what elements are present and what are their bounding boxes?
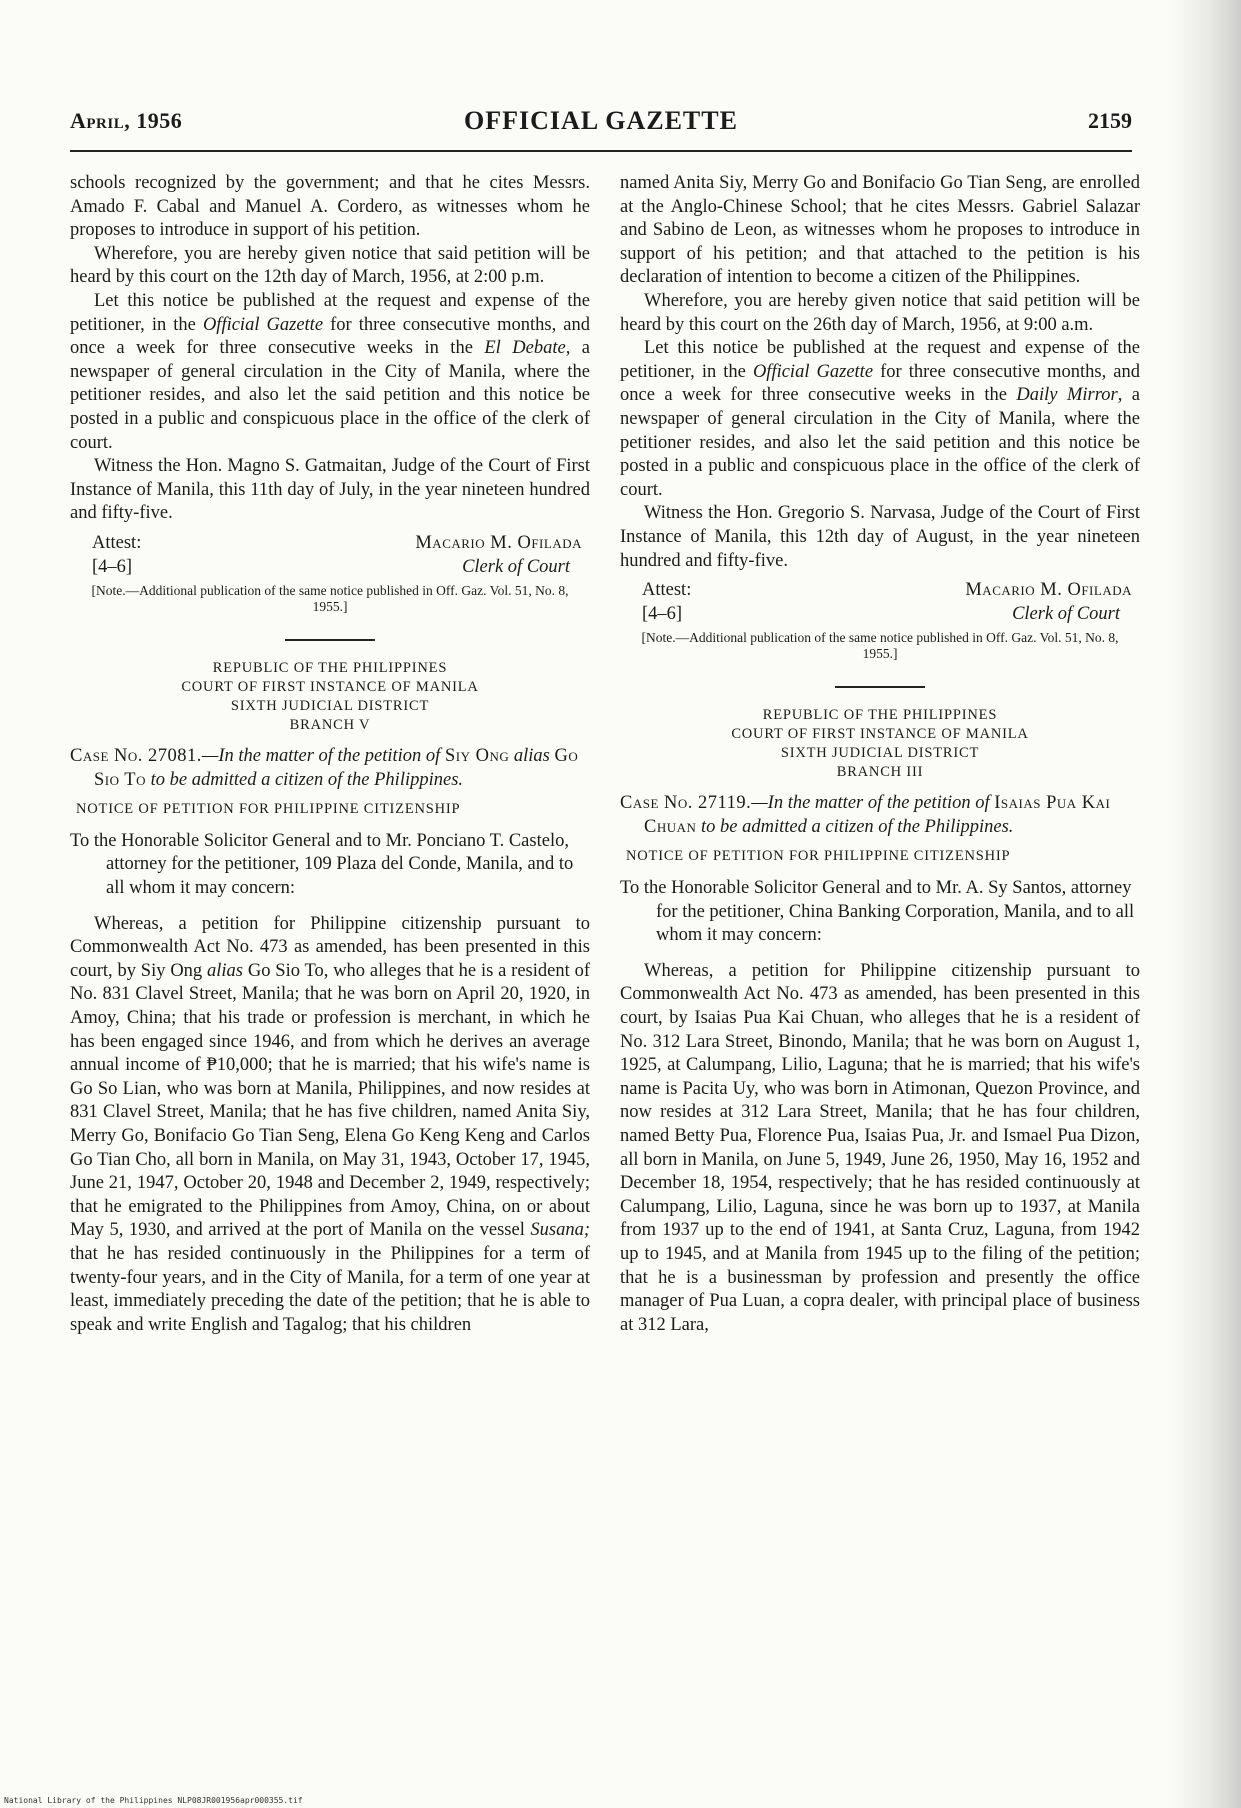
left-column (70, 172, 590, 1337)
attest-line-2 (70, 556, 590, 580)
court-heading: REPUBLIC OF THE PHILIPPINES COURT OF FIRST INSTANCE OF MANILA SIXTH JUDICIAL DISTRICT BRANCH V (181, 660, 479, 734)
attest-line (70, 532, 590, 556)
paragraph: Wherefore, you are hereby given notice that said petition will be heard by this court on the 26th day of March, 1956, at 9:00 a.m. (620, 290, 1140, 335)
issue-ref: [4–6] (642, 603, 683, 624)
clerk-title: Clerk of Court (1012, 603, 1120, 624)
attest-label: Attest: (642, 580, 692, 601)
issue-date: April, 1956 (70, 108, 183, 133)
header-rule (70, 150, 1132, 152)
notice-heading: NOTICE OF PETITION FOR PHILIPPINE CITIZENSHIP (626, 848, 1011, 865)
case-number: Case No. 27119. (620, 793, 752, 814)
court-heading: REPUBLIC OF THE PHILIPPINES COURT OF FIRST INSTANCE OF MANILA SIXTH JUDICIAL DISTRICT BRANCH III (731, 707, 1029, 781)
publication-paragraph: Let this notice be published at the request and expense of the petitioner, in the Official Gazette for three consecutive months, and once a week for three consecutive weeks in the Daily Mirror, a newspaper of general circulation in the City of Manila, where the petitioner resides, and also let the said petition and this notice be posted in a public and conspicuous place in the office of the clerk of court. (620, 338, 1140, 500)
publication-note: [Note.—Additional publication of the same notice published in Off. Gaz. Vol. 51, No. 8, 1955.] (91, 583, 569, 615)
gazette-name: Official Gazette (752, 361, 874, 382)
petition-body: Whereas, a petition for Philippine citizenship pursuant to Commonwealth Act No. 473 as amended, has been presented in this court, by Isaias Pua Kai Chuan, who alleges that he is a resident of No. 312 Lara Street, Binondo, Manila; that he was born on August 1, 1925, at Calumpang, Lilio, Laguna; that he is married; that his wife's name is Pacita Uy, who was born in Atimonan, Quezon Province, and now resides at 312 Lara Street, Manila; that he has four children, named Betty Pua, Florence Pua, Isaias Pua, Jr. and Ismael Pua Dizon, all born in Manila, on June 5, 1949, June 26, 1950, May 16, 1952 and December 18, 1954, respectively; that he has resided continuously at Calumpang, Lilio, Laguna, since he was born up to 1937, at Manila from 1937 up to the end of 1941, at Santa Cruz, Laguna, from 1942 up to 1945, and at Manila from 1945 up to the filing of the petition; that he is a businessman by profession and presently the office manager of Pua Luan, a copra dealer, with principal place of business at 312 Lara, (620, 960, 1140, 1335)
clerk-title: Clerk of Court (462, 556, 570, 577)
scan-footer: National Library of the Philippines NLP08JR001956apr000355.tif (4, 1796, 303, 1805)
section-divider (835, 686, 925, 688)
page-number: 2159 (1088, 108, 1132, 133)
witness-paragraph: Witness the Hon. Gregorio S. Narvasa, Judge of the Court of First Instance of Manila, this 12th day of August, in the year nineteen hundred and fifty-five. (620, 503, 1140, 571)
attest-line (620, 579, 1140, 603)
paragraph: Wherefore, you are hereby given notice that said petition will be heard by this court on the 12th day of March, 1956, at 2:00 p.m. (70, 243, 590, 288)
vessel-name: Susana; (530, 1220, 590, 1241)
gazette-name: Official Gazette (202, 314, 324, 335)
attest-label: Attest: (92, 532, 142, 553)
newspaper-name: Daily Mirror (1016, 385, 1118, 406)
petition-body: Whereas, a petition for Philippine citizenship pursuant to Commonwealth Act No. 473 as amended, has been presented in this court, by Siy Ong alias Go Sio To, who alleges that he is a resident of No. 831 Clavel Street, Manila; that he was born on April 20, 1920, in Amoy, China; that his trade or profession is merchant, in which he has been engaged since 1946, and from which he derives an average annual income of ₱10,000; that he is married; that his wife's name is Go So Lian, who was born at Manila, Philippines, and now resides at 831 Clavel Street, Manila; that he has five children, named Anita Siy, Merry Go, Bonifacio Go Tian Seng, Elena Go Keng Keng and Carlos Go Tian Cho, all born in Manila, on May 31, 1943, October 17, 1945, June 21, 1947, October 20, 1948 and December 2, 1949, respectively; that he emigrated to the Philippines from Amoy, China, on or about May 5, 1930, and arrived at the port of Manila on the vessel Susana; that he has resided continuously in the Philippines for a term of twenty-four years, and in the City of Manila, for a term of one year at least, immediately preceding the date of the petition; that he is able to speak and write English and Tagalog; that his children (70, 913, 590, 1335)
publication-paragraph: Let this notice be published at the request and expense of the petitioner, in the Official Gazette for three consecutive months, and once a week for three consecutive weeks in the El Debate, a newspaper of general circulation in the City of Manila, where the petitioner resides, and also let the said petition and this notice be posted in a public and conspicuous place in the office of the clerk of court. (70, 290, 590, 453)
issue-ref: [4–6] (92, 556, 133, 577)
publication-note: [Note.—Additional publication of the same notice published in Off. Gaz. Vol. 51, No. 8, 1955.] (641, 630, 1119, 662)
right-column (620, 172, 1140, 1337)
paragraph: named Anita Siy, Merry Go and Bonifacio Go Tian Seng, are enrolled at the Anglo-Chinese School; that he cites Messrs. Gabriel Salazar and Sabino de Leon, as witnesses whom he proposes to introduce in support of his petition; and that attached to the petition is his declaration of intention to become a citizen of the Philippines. (620, 173, 1140, 288)
section-divider (285, 639, 375, 641)
case-title: Case No. 27081.—In the matter of the petition of Siy Ong alias Go Sio To to be admitted a citizen of the Philippines. (70, 746, 579, 790)
clerk-name: Macario M. Ofilada (415, 532, 582, 553)
publication-title: OFFICIAL GAZETTE (464, 106, 738, 135)
running-header (70, 108, 1132, 142)
witness-paragraph: Witness the Hon. Magno S. Gatmaitan, Judge of the Court of First Instance of Manila, this 11th day of July, in the year nineteen hundred and fifty-five. (70, 456, 590, 524)
case-number: Case No. 27081. (70, 746, 202, 767)
addressee: To the Honorable Solicitor General and to Mr. Ponciano T. Castelo, attorney for the petitioner, 109 Plaza del Conde, Manila, and to all whom it may concern: (70, 830, 574, 899)
attest-line-2 (620, 603, 1140, 627)
addressee: To the Honorable Solicitor General and to Mr. A. Sy Santos, attorney for the petitioner, China Banking Corporation, Manila, and to all whom it may concern: (620, 878, 1135, 946)
case-title: Case No. 27119.—In the matter of the petition of Isaias Pua Kai Chuan to be admitted a citizen of the Philippines. (620, 793, 1111, 837)
clerk-name: Macario M. Ofilada (965, 580, 1132, 601)
notice-heading: NOTICE OF PETITION FOR PHILIPPINE CITIZENSHIP (76, 801, 461, 818)
newspaper-name: El Debate (484, 338, 566, 359)
paragraph: schools recognized by the government; and that he cites Messrs. Amado F. Cabal and Manuel A. Cordero, as witnesses whom he proposes to introduce in support of his petition. (70, 173, 590, 241)
scan-edge-shadow (1171, 0, 1241, 1808)
